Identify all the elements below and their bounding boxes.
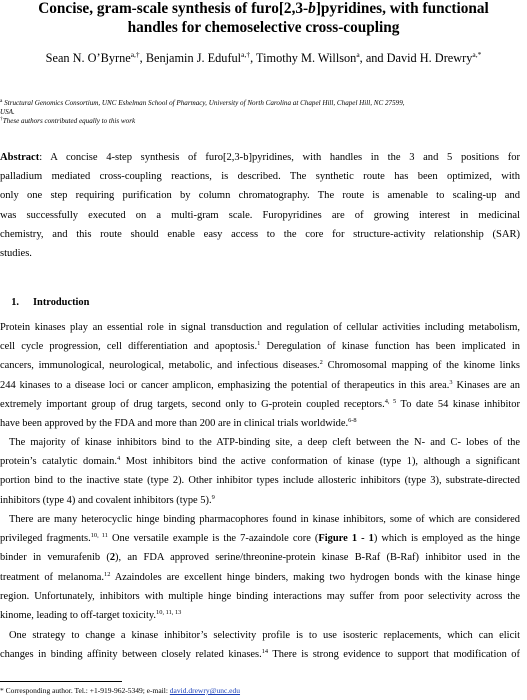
footnote-rule: [0, 681, 122, 682]
citation: 4: [116, 455, 121, 463]
paragraph-1: [0, 318, 520, 433]
text-line: 244 kinases to a disease loci or cancer amplicon, emphasizing the potential of therapeutics in this area.$^3$ Kinases are an: [0, 378, 520, 391]
citation: 14: [261, 648, 269, 656]
paragraph-4: [0, 626, 520, 664]
text-line: kinome, leading to off-target toxicity.$^{10, 11, 13}$: [0, 608, 182, 621]
text-line: The majority of kinase inhibitors bind to the ATP-binding site, a deep cleft between the N- and C- lobes of the: [9, 437, 520, 448]
author: Timothy M. Willson: [256, 51, 357, 65]
compound-reference: 2: [109, 552, 116, 564]
citation: 10, 11, 13: [156, 608, 182, 616]
author-affiliation-mark: a,*: [472, 50, 482, 59]
abstract: [0, 148, 520, 263]
text-line: portion bind to the inactive state (type 2). Other inhibitor types include allosteric inhibitors (type 3), substrate-directed: [0, 475, 520, 487]
text-line: region. Unfortunately, inhibitors with multiple hinge binding interactions may suffer from poor selectivity across the: [0, 590, 520, 602]
text-line: One strategy to change a kinase inhibitor’s selectivity profile is to use isosteric replacements, which can elicit: [9, 630, 520, 641]
author: Sean N. O’Byrne: [45, 51, 131, 65]
abstract-line: Abstract: A concise 4-step synthesis of furo[2,3-b]pyridines, with handles in the 3 and 5 positions for: [0, 152, 520, 163]
author: David H. Drewry: [386, 51, 473, 65]
abstract-line: only one step requiring purification by column chromatography. The route is amenable to scaling-up and: [0, 190, 520, 202]
abstract-line: chemistry, and this route should enable easy access to the core for structure-activity relationship (SAR): [0, 228, 520, 240]
author: Benjamin J. Eduful: [145, 51, 242, 65]
author-affiliation-mark: a: [356, 50, 360, 59]
affiliation-line: $^a$ Structural Genomics Consortium, UNC Eshelman School of Pharmacy, University of North Carolina at Chapel Hill, Chapel Hill, NC 27599,: [0, 98, 405, 107]
abstract-line: was successfully executed on a multi-gram scale. Furopyridines are of growing interest in medicinal: [0, 209, 520, 221]
author-affiliation-mark: a,†: [241, 50, 251, 59]
citation: 3: [449, 378, 453, 386]
text-line: cancers, immunological, neurological, metabolic, and infectious diseases.$^2$ Chromosomal mapping of the kinome links: [0, 359, 520, 372]
affiliation-block: [0, 99, 518, 126]
citation: 1: [257, 340, 261, 348]
author-list: Sean N. O’Byrne$^{a,\dagger}$, Benjamin J. Eduful$^{a,\dagger}$, Timothy M. Willson$^a$, and David H. Drewry$^{a,*}$: [45, 50, 482, 65]
text-line: privileged fragments.$^{10, 11}$ One versatile example is the 7-azaindole core (Figure 1 - 1) which is employed as the hinge: [0, 532, 520, 545]
abstract-line: palladium mediated cross-coupling reactions, is described. The synthetic route has been optimized, with: [0, 171, 520, 183]
title-line-2: handles for chemoselective cross-coupling: [127, 18, 400, 36]
text-line: extremely important group of drug targets, second only to G-protein coupled receptors.$^{4, 5}$ To date 54 kinase inhibitor: [0, 397, 520, 410]
paragraph-2: [0, 433, 520, 510]
affiliation-line: USA.: [0, 108, 15, 117]
equal-contribution-note: †These authors contributed equally to this work: [0, 116, 136, 126]
paragraph-3: [0, 510, 520, 625]
text-line: Protein kinases play an essential role in signal transduction and regulation of cellular activities including metabolism,: [0, 322, 520, 333]
text-line: There are many heterocyclic hinge binding pharmacophores found in kinase inhibitors, some of which are considered: [9, 514, 520, 525]
abstract-line: studies.: [0, 247, 32, 259]
text-line: cell cycle progression, cell differentiation and apoptosis.$^1$ Deregulation of kinase function has been implicated in: [0, 340, 520, 353]
text-line: protein’s catalytic domain.$^4$ Most inhibitors bind the active conformation of kinase (type 1), although a significant: [0, 455, 520, 468]
corresponding-author-footnote: * Corresponding author. Tel.: +1-919-962-5349; e-mail: david.drewry@unc.edu: [0, 686, 241, 695]
text-line: changes in binding affinity between closely related kinases.$^{14}$ There is strong evidence to support that modification of: [0, 648, 520, 661]
paper-title: [8, 0, 519, 37]
author-affiliation-mark: a,†: [130, 50, 140, 59]
citation: 12: [104, 570, 111, 578]
text-line: treatment of melanoma.$^{12}$ Azaindoles are excellent hinge binders, making two hydrogen bonds with the kinase hinge: [0, 570, 520, 583]
citation: 6-8: [348, 416, 357, 424]
citation: 10, 11: [90, 532, 108, 540]
citation: 9: [211, 493, 215, 501]
text-line: binder in vemurafenib (2), an FDA approved serine/threonine-protein kinase B-Raf (B-Raf) inhibitor used in the: [0, 552, 520, 564]
section-title: Introduction: [33, 297, 90, 308]
abstract-label: Abstract: [0, 152, 40, 163]
citation: 4, 5: [384, 397, 397, 405]
citation: 2: [319, 359, 323, 367]
text-line: inhibitors (type 4) and covalent inhibitors (type 5).$^9$: [0, 493, 215, 506]
figure-reference: Figure 1 - 1: [318, 533, 374, 545]
section-heading: [0, 297, 89, 308]
section-number: 1.: [11, 297, 19, 308]
title-line-1: Concise, gram-scale synthesis of furo[2,3-b]pyridines, with functional: [38, 0, 489, 17]
email-link[interactable]: david.drewry@unc.edu: [169, 686, 241, 695]
text-line: have been approved by the FDA and more than 200 are in clinical trials worldwide.$^{6-8}$: [0, 416, 357, 429]
